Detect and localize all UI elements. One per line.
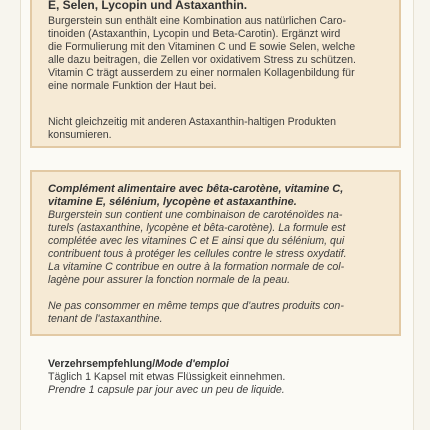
dosage-heading	[48, 358, 398, 371]
german-heading: E, Selen, Lycopin und Astaxanthin.	[48, 0, 248, 12]
dosage-line-fr: Prendre 1 capsule par jour avec un peu de liquide.	[48, 384, 285, 396]
dosage-heading-fr: Mode d'emploi	[155, 358, 229, 370]
dosage-instructions	[48, 371, 398, 397]
dosage-heading-de: Verzehrsempfehlung	[48, 358, 153, 370]
dosage-heading-separator: /	[152, 358, 156, 370]
german-warning-note: Nicht gleichzeitig mit anderen Astaxanthin-haltigen Produkten konsumieren.	[48, 116, 336, 141]
german-description: Burgerstein sun enthält eine Kombination aus natürlichen Caro- tinoiden (Astaxanthin, Lycopin und Beta-Carotin). Ergänzt wird die Formulierung mit den Vitaminen C und E sowie Selen, welche alle dazu beitragen, die Zellen vor oxidativem Stress zu schützen. Vitamin C trägt ausserdem zu einer normalen Kollagenbildung für eine normale Funktion der Haut bei.	[48, 15, 356, 92]
french-description: Burgerstein sun contient une combinaison de caroténoïdes na- turels (astaxanthine, lycopène et bêta-carotène). La formule est complétée avec les vitamines C et E ainsi que du sélénium, qui contribuent tous à protéger les cellules contre le stress oxydatif. La vitamine C contribue en outre à la formation normale de col- lagène pour assurer la fonction normale de la peau.	[48, 209, 347, 286]
french-heading: Complément alimentaire avec bêta-carotène, vitamine C, vitamine E, sélénium, lycopène et astaxanthine.	[48, 183, 344, 208]
dosage-line-de: Täglich 1 Kapsel mit etwas Flüssigkeit einnehmen.	[48, 371, 286, 383]
french-warning-note: Ne pas consommer en même temps que d'autres produits con- tenant de l'astaxanthine.	[48, 300, 344, 325]
